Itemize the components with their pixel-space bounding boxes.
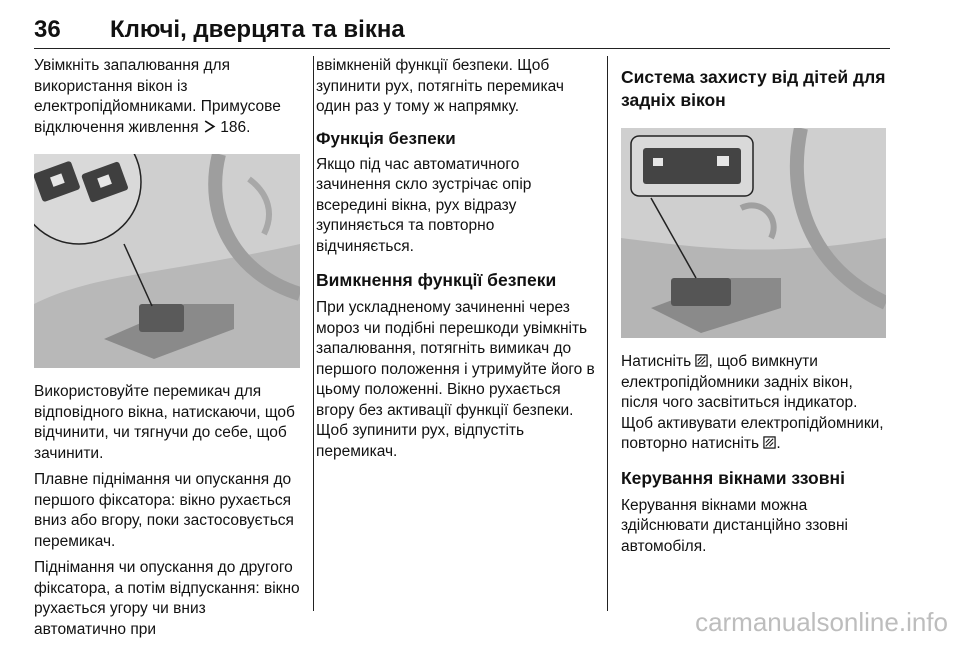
column-3 bbox=[621, 56, 886, 563]
paragraph-remote-window-control: Керування вікнами можна здійснювати дистанційно ззовні автомобіля. bbox=[621, 496, 848, 555]
paragraph-ignition: Увімкніть запалювання для використання вікон із електропідйомниками. Примусове відключення живлення 186. bbox=[34, 57, 281, 136]
door-switch-illustration bbox=[34, 154, 300, 368]
heading-disable-safety: Вимкнення функції безпеки bbox=[316, 270, 557, 290]
paragraph-child-lock: Натисніть , щоб вимкнути електропідйомники задніх вікон, після чого засвітиться індикатор. Щоб активувати електропідйомники, повторно натисніть . bbox=[621, 353, 884, 452]
paragraph-stop-movement: ввімкненій функції безпеки. Щоб зупинити рух, потягніть перемикач один раз у тому ж напрямку. bbox=[316, 57, 564, 115]
paragraph-disable-safety: При ускладненому зачиненні через мороз чи подібні перешкоди увімкніть запалювання, потягніть вимикач до першого положення і утримуйте його в цьому положенні. Вікно рухається вгору без активації функції безпеки. Щоб зупинити рух, відпустіть перемикач. bbox=[316, 299, 595, 460]
column-1 bbox=[34, 56, 300, 646]
heading-remote-window-control: Керування вікнами ззовні bbox=[621, 467, 845, 488]
page-number: 36 bbox=[34, 16, 61, 43]
column-divider-1 bbox=[313, 56, 314, 611]
column-2 bbox=[316, 56, 596, 468]
heading-safety-function: Функція безпеки bbox=[316, 128, 456, 148]
chapter-title: Ключі, дверцята та вікна bbox=[110, 16, 405, 43]
child-lock-icon bbox=[695, 353, 708, 370]
paragraph-switch-usage: Використовуйте перемикач для відповідного вікна, натискаючи, щоб відчинити, чи тягнучи до себе, щоб зачинити. bbox=[34, 383, 295, 462]
page-header bbox=[34, 8, 890, 48]
paragraph-second-stop: Піднімання чи опускання до другого фіксатора, а потім відпускання: вікно рухається угору чи вниз автоматично при bbox=[34, 559, 300, 638]
paragraph-first-stop: Плавне піднімання чи опускання до першого фіксатора: вікно рухається вниз або вгору, поки застосовується перемикач. bbox=[34, 471, 294, 550]
page-ref-icon bbox=[203, 119, 216, 136]
child-lock-illustration bbox=[621, 128, 886, 338]
column-divider-2 bbox=[607, 56, 608, 611]
page-ref-link[interactable]: 186. bbox=[220, 118, 251, 136]
paragraph-safety-function: Якщо під час автоматичного зачинення скло зустрічає опір всередині вікна, рух відразу зупиняється та повторно відчиняється. bbox=[316, 155, 532, 255]
watermark: carmanualsonline.info bbox=[695, 607, 948, 637]
heading-child-lock: Система захисту від дітей для задніх вікон bbox=[621, 67, 886, 110]
child-lock-icon bbox=[763, 435, 776, 452]
header-divider bbox=[34, 48, 890, 49]
